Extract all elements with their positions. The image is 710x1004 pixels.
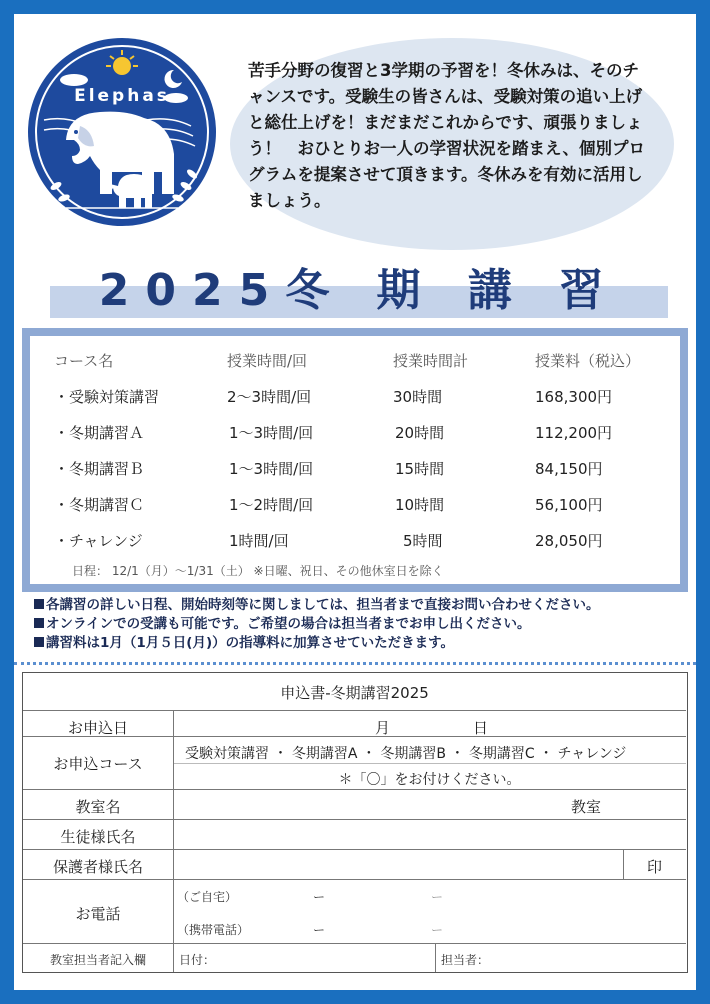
home-phone-dash[interactable]: ー [313, 890, 326, 904]
note-text: オンラインでの受講も可能です。ご希望の場合は担当者までお申し出ください。 [46, 616, 531, 632]
course-hours: 1〜2時間/回 [229, 496, 314, 514]
course-fee: 112,200円 [535, 424, 613, 442]
header-fee: 授業料（税込） [535, 352, 641, 370]
course-total: 5時間 [403, 532, 443, 550]
course-fee: 84,150円 [535, 460, 603, 478]
flyer-sheet [14, 14, 696, 990]
student-name-field[interactable] [174, 820, 686, 849]
form-title: 申込書-冬期講習2025 [280, 684, 429, 702]
course-fee: 56,100円 [535, 496, 603, 514]
guardian-name-field[interactable] [174, 850, 623, 879]
application-form [22, 672, 688, 973]
note-item [34, 596, 694, 615]
note-text: 講習料は1月（1月５日(月)）の指導料に加算させていただきます。 [46, 635, 455, 651]
student-name-label: 生徒様氏名 [60, 828, 136, 846]
course-name: ・冬期講習Ｂ [54, 460, 145, 478]
elephant-logo-icon [26, 36, 218, 228]
staff-label: 教室担当者記入欄 [49, 953, 146, 967]
note-item [34, 634, 694, 653]
note-item [34, 615, 694, 634]
mobile-phone-dash[interactable]: ー [313, 923, 326, 937]
logo-name: Elephas [74, 86, 170, 106]
course-name: ・受験対策講習 [54, 388, 160, 406]
square-bullet-icon [34, 599, 44, 609]
date-month-label[interactable]: 月 [375, 719, 391, 737]
course-total: 15時間 [395, 460, 445, 478]
home-phone-dash-2[interactable]: ー [431, 890, 444, 904]
header-hours-per-session: 授業時間/回 [227, 352, 308, 370]
course-hours: 2〜3時間/回 [227, 388, 312, 406]
staff-person-label[interactable]: 担当者： [441, 953, 490, 967]
elephas-logo [26, 36, 218, 228]
classroom-suffix[interactable]: 教室 [571, 798, 602, 816]
header-total-hours: 授業時間計 [393, 352, 469, 370]
course-name: ・冬期講習Ｃ [54, 496, 145, 514]
course-name: ・チャレンジ [54, 532, 143, 550]
course-total: 10時間 [395, 496, 445, 514]
header-course-name: コース名 [54, 352, 114, 370]
guardian-name-label: 保護者様氏名 [52, 858, 143, 876]
schedule-note: 日程： 12/1（月）〜1/31（土） ※日曜、祝日、その他休室日を除く [72, 564, 444, 578]
course-fee: 168,300円 [535, 388, 613, 406]
intro-text: 苦手分野の復習と3学期の予習を！冬休みは、そのチャンスです。受験生の皆さんは、受験対策の追い上げと総仕上げを！まだまだこれからです、頑張りましょう！ おひとりお一人の学習状況を踏まえ、個別プログラムを提案させて頂きます。冬休みを有効に活用しましょう。 [248, 61, 645, 210]
classroom-label: 教室名 [75, 798, 121, 816]
mobile-phone-label: （携帯電話） [177, 923, 250, 937]
course-hours: 1〜3時間/回 [229, 460, 314, 478]
date-day-label[interactable]: 日 [473, 719, 489, 737]
course-options[interactable]: 受験対策講習 ・ 冬期講習A ・ 冬期講習B ・ 冬期講習C ・ チャレンジ [185, 746, 627, 762]
staff-date-label[interactable]: 日付： [179, 953, 216, 967]
course-table [22, 328, 688, 592]
page-title: 2025冬 期 講 習 [98, 265, 620, 316]
course-hours: 1〜3時間/回 [229, 424, 314, 442]
course-hours: 1時間/回 [229, 532, 289, 550]
course-total: 30時間 [393, 388, 443, 406]
date-label: お申込日 [67, 719, 128, 737]
home-phone-label: （ご自宅） [177, 890, 238, 904]
course-fee: 28,050円 [535, 532, 603, 550]
seal-label: 印 [646, 858, 662, 876]
notes-list [34, 596, 694, 653]
square-bullet-icon [34, 637, 44, 647]
phone-label: お電話 [75, 905, 121, 923]
note-text: 各講習の詳しい日程、開始時刻等に関しましては、担当者まで直接お問い合わせください。 [46, 597, 600, 613]
mobile-phone-dash-2[interactable]: ー [431, 923, 444, 937]
course-label: お申込コース [53, 755, 143, 773]
dotted-divider [14, 662, 696, 665]
course-note: ＊「〇」をお付けください。 [338, 772, 521, 788]
course-name: ・冬期講習Ａ [54, 424, 145, 442]
course-total: 20時間 [395, 424, 445, 442]
square-bullet-icon [34, 618, 44, 628]
